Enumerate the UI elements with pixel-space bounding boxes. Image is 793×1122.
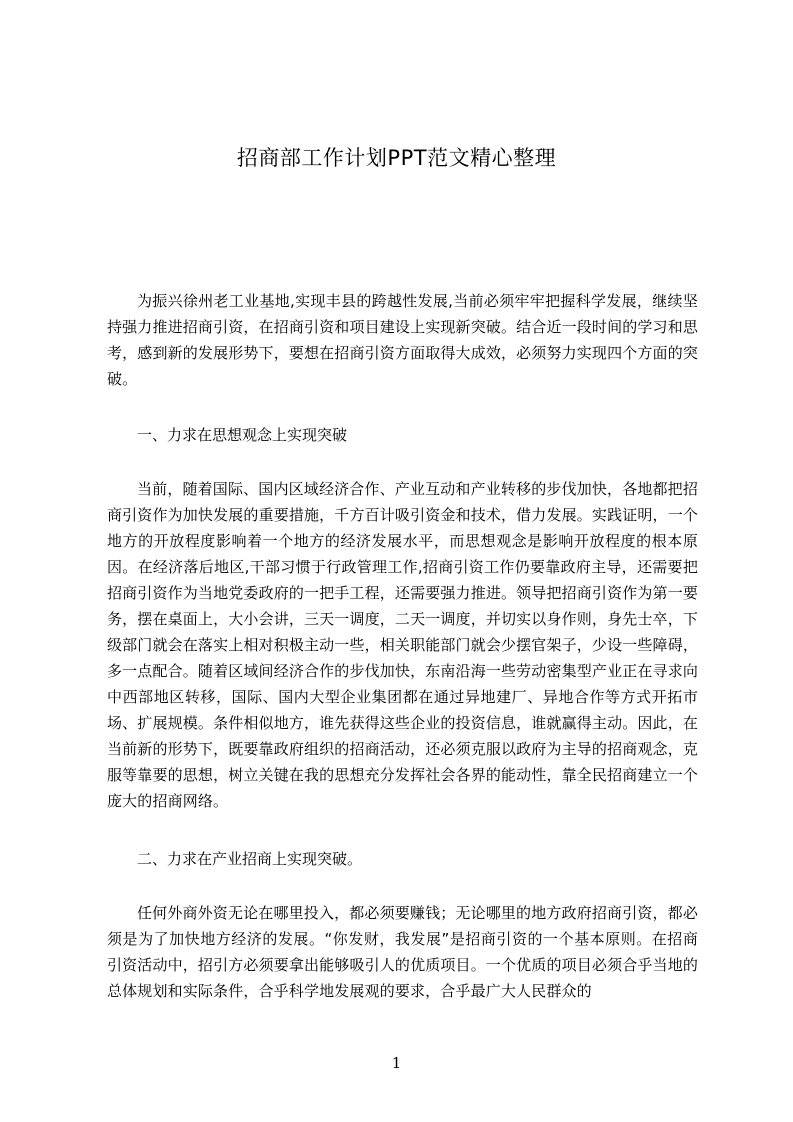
- section-1-heading: 一、力求在思想观念上实现突破: [137, 426, 348, 444]
- document-title: 招商部工作计划PPT范文精心整理: [236, 146, 557, 170]
- page-number: 1: [391, 1054, 402, 1072]
- intro-paragraph: 为振兴徐州老工业基地,实现丰县的跨越性发展,当前必须牢牢把握科学发展，继续坚持强力推进招商引资，在招商引资和项目建设上实现新突破。结合近一段时间的学习和思考，感到新的发展形势下，要想在招商引资方面取得大成效，必须努力实现四个方面的突破。: [107, 292, 698, 388]
- section-2-paragraph: 任何外商外资无论在哪里投入，都必须要赚钱；无论哪里的地方政府招商引资，都必须是为了加快地方经济的发展。“你发财，我发展”是招商引资的一个基本原则。在招商引资活动中，招引方必须要拿出能够吸引人的优质项目。一个优质的项目必须合乎当地的总体规划和实际条件，合乎科学地发展观的要求，合乎最广大人民群众的: [107, 904, 698, 1000]
- section-1-paragraph: 当前，随着国际、国内区域经济合作、产业互动和产业转移的步伐加快，各地都把招商引资作为加快发展的重要措施，千方百计吸引资金和技术，借力发展。实践证明，一个地方的开放程度影响着一个地方的经济发展水平，而思想观念是影响开放程度的根本原因。在经济落后地区,干部习惯于行政管理工作,招商引资工作仍要靠政府主导，还需要把招商引资作为当地党委政府的一把手工程，还需要强力推进。领导把招商引资作为第一要务，摆在桌面上，大小会讲，三天一调度，二天一调度，并切实以身作则，身先士卒，下级部门就会在落实上相对积极主动一些，相关职能部门就会少摆官架子，少设一些障碍，多一点配合。随着区域间经济合作的步伐加快，东南沿海一些劳动密集型产业正在寻求向中西部地区转移，国际、国内大型企业集团都在通过异地建厂、异地合作等方式开拓市场、扩展规模。条件相似地方，谁先获得这些企业的投资信息，谁就赢得主动。因此，在当前新的形势下，既要靠政府组织的招商活动，还必须克服以政府为主导的招商观念，克服等靠要的思想，树立关键在我的思想充分发挥社会各界的能动性，靠全民招商建立一个庞大的招商网络。: [107, 480, 698, 810]
- section-2-heading: 二、力求在产业招商上实现突破。: [137, 850, 363, 868]
